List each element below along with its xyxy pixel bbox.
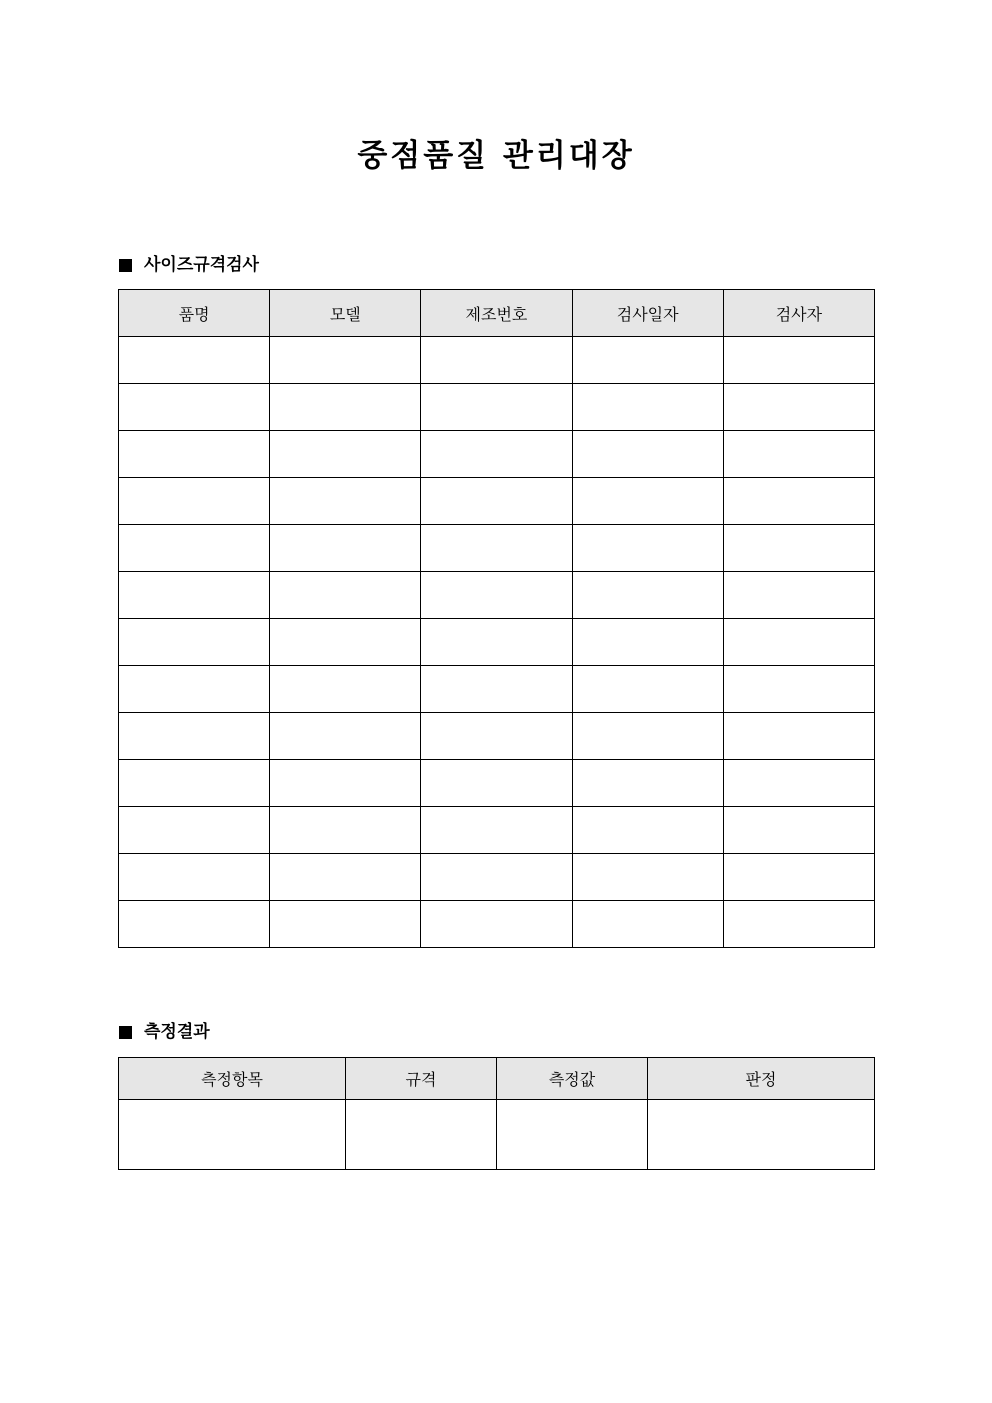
table-cell[interactable] — [723, 666, 874, 713]
table-cell[interactable] — [119, 854, 270, 901]
table-cell[interactable] — [270, 431, 421, 478]
table-cell[interactable] — [572, 431, 723, 478]
column-header-measurement-item: 측정항목 — [119, 1058, 346, 1100]
table-row — [119, 807, 875, 854]
table-cell[interactable] — [119, 760, 270, 807]
table-cell[interactable] — [572, 478, 723, 525]
table-cell[interactable] — [119, 384, 270, 431]
table-cell[interactable] — [270, 384, 421, 431]
table-cell[interactable] — [572, 760, 723, 807]
table-cell[interactable] — [648, 1100, 875, 1170]
table-cell[interactable] — [421, 525, 572, 572]
table-cell[interactable] — [723, 901, 874, 948]
table-cell[interactable] — [270, 572, 421, 619]
table-cell[interactable] — [119, 901, 270, 948]
table-cell[interactable] — [421, 901, 572, 948]
measurement-result-heading — [119, 1020, 210, 1044]
table-row — [119, 901, 875, 948]
column-header-measured-value: 측정값 — [497, 1058, 648, 1100]
table-cell[interactable] — [723, 713, 874, 760]
table-cell[interactable] — [497, 1100, 648, 1170]
table-cell[interactable] — [572, 384, 723, 431]
size-inspection-heading-label: 사이즈규격검사 — [144, 255, 259, 275]
column-header-inspector: 검사자 — [723, 290, 874, 337]
table-cell[interactable] — [572, 854, 723, 901]
table-cell[interactable] — [119, 1100, 346, 1170]
table-cell[interactable] — [270, 478, 421, 525]
table-row — [119, 431, 875, 478]
table-row — [119, 572, 875, 619]
table-cell[interactable] — [119, 807, 270, 854]
table-row — [119, 525, 875, 572]
column-header-serial-number: 제조번호 — [421, 290, 572, 337]
table-cell[interactable] — [572, 666, 723, 713]
column-header-specification: 규격 — [346, 1058, 497, 1100]
table-cell[interactable] — [119, 713, 270, 760]
table-cell[interactable] — [723, 478, 874, 525]
column-header-item-name: 품명 — [119, 290, 270, 337]
table-cell[interactable] — [421, 384, 572, 431]
table-cell[interactable] — [421, 619, 572, 666]
table-row — [119, 713, 875, 760]
table-cell[interactable] — [723, 807, 874, 854]
column-header-judgment: 판정 — [648, 1058, 875, 1100]
table-row — [119, 854, 875, 901]
table-cell[interactable] — [572, 807, 723, 854]
table-cell[interactable] — [346, 1100, 497, 1170]
table-cell[interactable] — [119, 478, 270, 525]
table-cell[interactable] — [572, 713, 723, 760]
table-row — [119, 1100, 875, 1170]
table-cell[interactable] — [119, 619, 270, 666]
table-cell[interactable] — [421, 854, 572, 901]
table-cell[interactable] — [723, 854, 874, 901]
table-cell[interactable] — [270, 337, 421, 384]
square-bullet-icon — [119, 1026, 132, 1039]
table-header-row — [119, 290, 875, 337]
table-cell[interactable] — [119, 431, 270, 478]
table-row — [119, 478, 875, 525]
table-row — [119, 760, 875, 807]
size-inspection-heading — [119, 253, 259, 277]
table-cell[interactable] — [421, 572, 572, 619]
table-cell[interactable] — [723, 337, 874, 384]
measurement-result-table — [118, 1057, 875, 1170]
table-cell[interactable] — [723, 760, 874, 807]
measurement-result-heading-label: 측정결과 — [144, 1022, 210, 1042]
table-cell[interactable] — [723, 619, 874, 666]
table-cell[interactable] — [572, 901, 723, 948]
table-cell[interactable] — [572, 572, 723, 619]
table-cell[interactable] — [572, 525, 723, 572]
table-cell[interactable] — [270, 901, 421, 948]
table-cell[interactable] — [572, 337, 723, 384]
size-inspection-table — [118, 289, 875, 948]
table-cell[interactable] — [723, 431, 874, 478]
table-cell[interactable] — [270, 854, 421, 901]
page-title: 중점품질 관리대장 — [357, 138, 635, 174]
table-cell[interactable] — [119, 525, 270, 572]
table-row — [119, 337, 875, 384]
table-row — [119, 666, 875, 713]
column-header-inspection-date: 검사일자 — [572, 290, 723, 337]
table-cell[interactable] — [270, 713, 421, 760]
table-cell[interactable] — [270, 619, 421, 666]
table-cell[interactable] — [270, 666, 421, 713]
table-cell[interactable] — [723, 525, 874, 572]
column-header-model: 모델 — [270, 290, 421, 337]
table-cell[interactable] — [270, 760, 421, 807]
table-row — [119, 384, 875, 431]
table-cell[interactable] — [572, 619, 723, 666]
table-cell[interactable] — [421, 431, 572, 478]
table-cell[interactable] — [119, 337, 270, 384]
table-cell[interactable] — [270, 525, 421, 572]
table-cell[interactable] — [723, 384, 874, 431]
table-cell[interactable] — [421, 666, 572, 713]
table-cell[interactable] — [119, 666, 270, 713]
table-cell[interactable] — [119, 572, 270, 619]
table-cell[interactable] — [270, 807, 421, 854]
table-cell[interactable] — [723, 572, 874, 619]
table-header-row — [119, 1058, 875, 1100]
table-cell[interactable] — [421, 478, 572, 525]
square-bullet-icon — [119, 259, 132, 272]
table-cell[interactable] — [421, 760, 572, 807]
table-row — [119, 619, 875, 666]
table-cell[interactable] — [421, 713, 572, 760]
table-cell[interactable] — [421, 337, 572, 384]
table-cell[interactable] — [421, 807, 572, 854]
